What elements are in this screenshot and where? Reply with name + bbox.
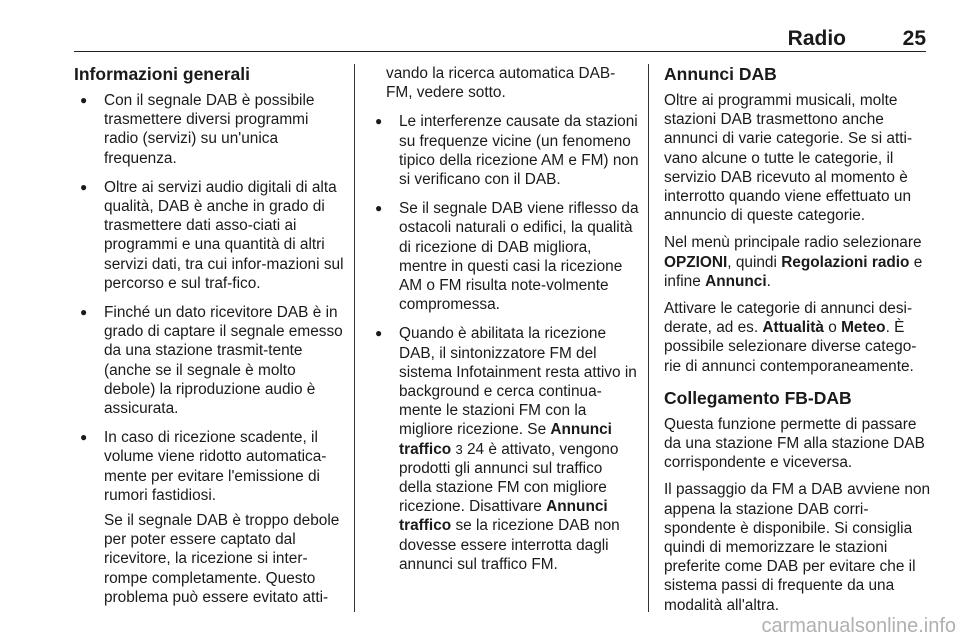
text: 24 è attivato, vengono prodotti gli annunci sul traffico della stazione FM con migliore ricezione. Disattivare [399,440,619,516]
list-item [369,324,639,574]
watermark: carmanualsonline.info [761,615,956,637]
text: se la ricezione DAB non dovesse essere interrotta dagli annunci sul traffico FM. [399,517,620,573]
text: o [823,319,842,337]
text: Nel menù principale radio selezionare [664,234,922,252]
text: . [766,272,771,290]
list-item-continued: vando la ricerca automatica DAB-FM, vedere sotto. [386,65,616,102]
paragraph [664,233,932,291]
menu-term-traffic: Annunci traffico [399,421,612,458]
heading-fm-dab-link: Collegamento FB-DAB [664,387,852,408]
text: Attivare le categorie di annunci desi-derate, ad es. [664,300,913,337]
menu-term-radio-settings: Regolazioni radio [781,253,910,271]
general-info-list [74,91,344,607]
column-divider-2 [648,64,649,612]
text: e infine [664,253,923,290]
section-title: Radio [787,27,846,50]
heading-general-info: Informazioni generali [74,64,250,84]
list-item: ● Le interferenze causate da stazioni su frequenze vicine (un fenomeno tipico della ricezione AM e FM) non si verificano con il DAB. [369,112,639,189]
menu-term-announcements: Annunci [705,272,767,290]
list-item [74,428,344,607]
list-item: ● Oltre ai servizi audio digitali di alta qualità, DAB è anche in grado di trasmettere dati asso-ciati ai programmi e una quantità di altri servizi dati, tra cui infor-mazioni sul percorso e sul traf-fico. [74,178,344,293]
general-info-list-cont [369,64,639,574]
menu-term-options: OPZIONI [664,253,728,271]
column-divider-1 [354,64,355,612]
list-item: ● Con il segnale DAB è possibile trasmettere diversi programmi radio (servizi) su un'unica frequenza. [74,91,344,168]
column-1 [74,64,344,617]
paragraph: Questa funzione permette di passare da una stazione FM alla stazione DAB corrispondente e viceversa. [664,415,925,472]
paragraph: Oltre ai programmi musicali, molte stazioni DAB trasmettono anche annunci di varie categorie. Se si atti-vano alcune o tutte le categorie, il servizio DAB ricevuto al momento è interrotto quando viene effettuato un annuncio di queste categorie. [664,92,913,225]
menu-term-traffic: Annunci traffico [399,498,608,535]
list-item: ● Se il segnale DAB viene riflesso da ostacoli naturali o edifici, la qualità di ricezione di DAB migliora, mentre in questi casi la ricezione AM o FM risulta note-volmente compromessa. [369,199,639,314]
list-item: ● Finché un dato ricevitore DAB è in grado di captare il segnale emesso da una stazione trasmit-tente (anche se il segnale è molto debole) la riproduzione audio è assicurata. [74,303,344,418]
text: . È possibile selezionare diverse catego-rie di annunci contemporaneamente. [664,319,917,375]
text: , quindi [727,253,782,271]
text: Quando è abilitata la ricezione DAB, il sintonizzatore FM del sistema Infotainment resta attivo in background e cerca continua-mente le stazioni FM con la migliore ricezione. Se [399,325,637,439]
paragraph [664,299,932,376]
column-2 [369,64,639,584]
list-item-text: In caso di ricezione scadente, il volume viene ridotto automatica-mente per evitare l'emissione di rumori fastidiosi. [104,429,327,504]
list-item-continuation: Se il segnale DAB è troppo debole per poter essere captato dal ricevitore, la ricezione si inter-rompe completamente. Questo problema può essere evitato atti- [104,512,340,606]
header-rule [74,51,926,52]
page-number: 25 [902,27,926,50]
column-3 [664,64,932,623]
page-ref-icon: 3 [455,441,463,457]
page-header [74,28,926,50]
menu-term-weather: Meteo [841,319,886,337]
heading-dab-announcements: Annunci DAB [664,64,777,84]
paragraph: Il passaggio da FM a DAB avviene non appena la stazione DAB corri-spondente è disponibile. Si consiglia quindi di memorizzare le stazioni preferite come DAB per evitare che il sistema passi di frequente da una modalità all'altra. [664,481,931,614]
menu-term-news: Attualità [762,319,824,337]
